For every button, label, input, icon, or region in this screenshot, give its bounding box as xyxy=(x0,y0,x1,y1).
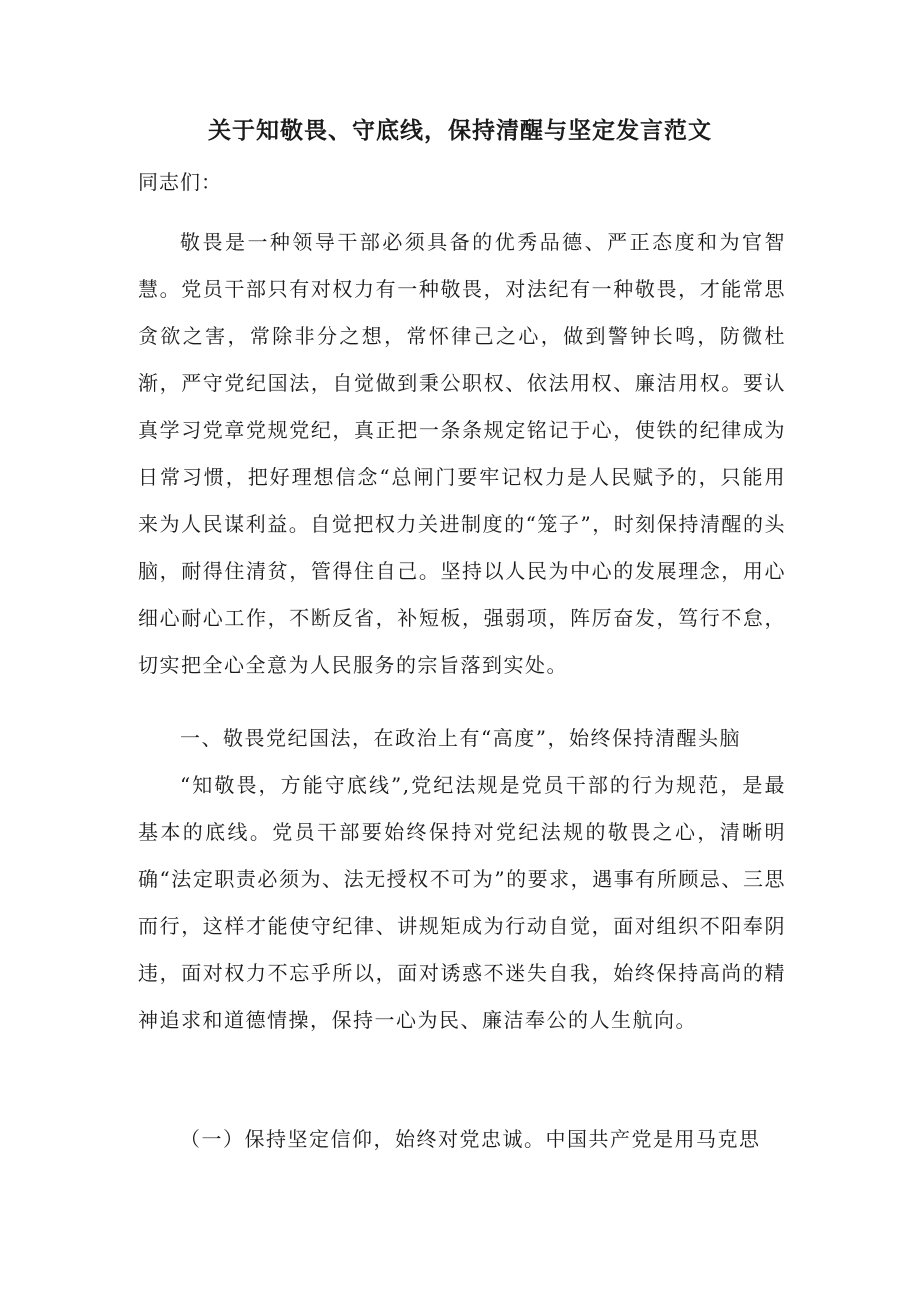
section-paragraph-1: “知敬畏，方能守底线”,党纪法规是党员干部的行为规范，是最基本的底线。党员干部要始终保持对党纪法规的敬畏之心，清晰明确“法定职责必须为、法无授权不可为”的要求，遇事有所顾忌、三思而行，这样才能使守纪律、讲规矩成为行动自觉，面对组织不阳奉阴违，面对权力不忘乎所以，面对诱惑不迷失自我，始终保持高尚的精神追求和道德情操，保持一心为民、廉洁奉公的人生航向。 xyxy=(138,773,786,1032)
subsection-heading-1: （一）保持坚定信仰，始终对党忠诚。中国共产党是用马克思 xyxy=(180,1127,761,1151)
section-heading-1: 一、敬畏党纪国法，在政治上有“高度”，始终保持清醒头脑 xyxy=(180,726,741,750)
salutation: 同志们： xyxy=(138,170,222,194)
document-title: 关于知敬畏、守底线，保持清醒与坚定发言范文 xyxy=(208,118,712,144)
intro-paragraph: 敬畏是一种领导干部必须具备的优秀品德、严正态度和为官智慧。党员干部只有对权力有一种敬畏，对法纪有一种敬畏，才能常思贪欲之害，常除非分之想，常怀律己之心，做到警钟长鸣，防微杜渐，严守党纪国法，自觉做到秉公职权、依法用权、廉洁用权。要认真学习党章党规党纪，真正把一条条规定铭记于心，使铁的纪律成为日常习惯，把好理想信念“总闸门要牢记权力是人民赋予的，只能用来为人民谋利益。自觉把权力关进制度的“笼子”，时刻保持清醒的头脑，耐得住清贫，管得住自己。坚持以人民为中心的发展理念，用心细心耐心工作，不断反省，补短板，强弱项，阵厉奋发，笃行不怠，切实把全心全意为人民服务的宗旨落到实处。 xyxy=(138,230,786,677)
